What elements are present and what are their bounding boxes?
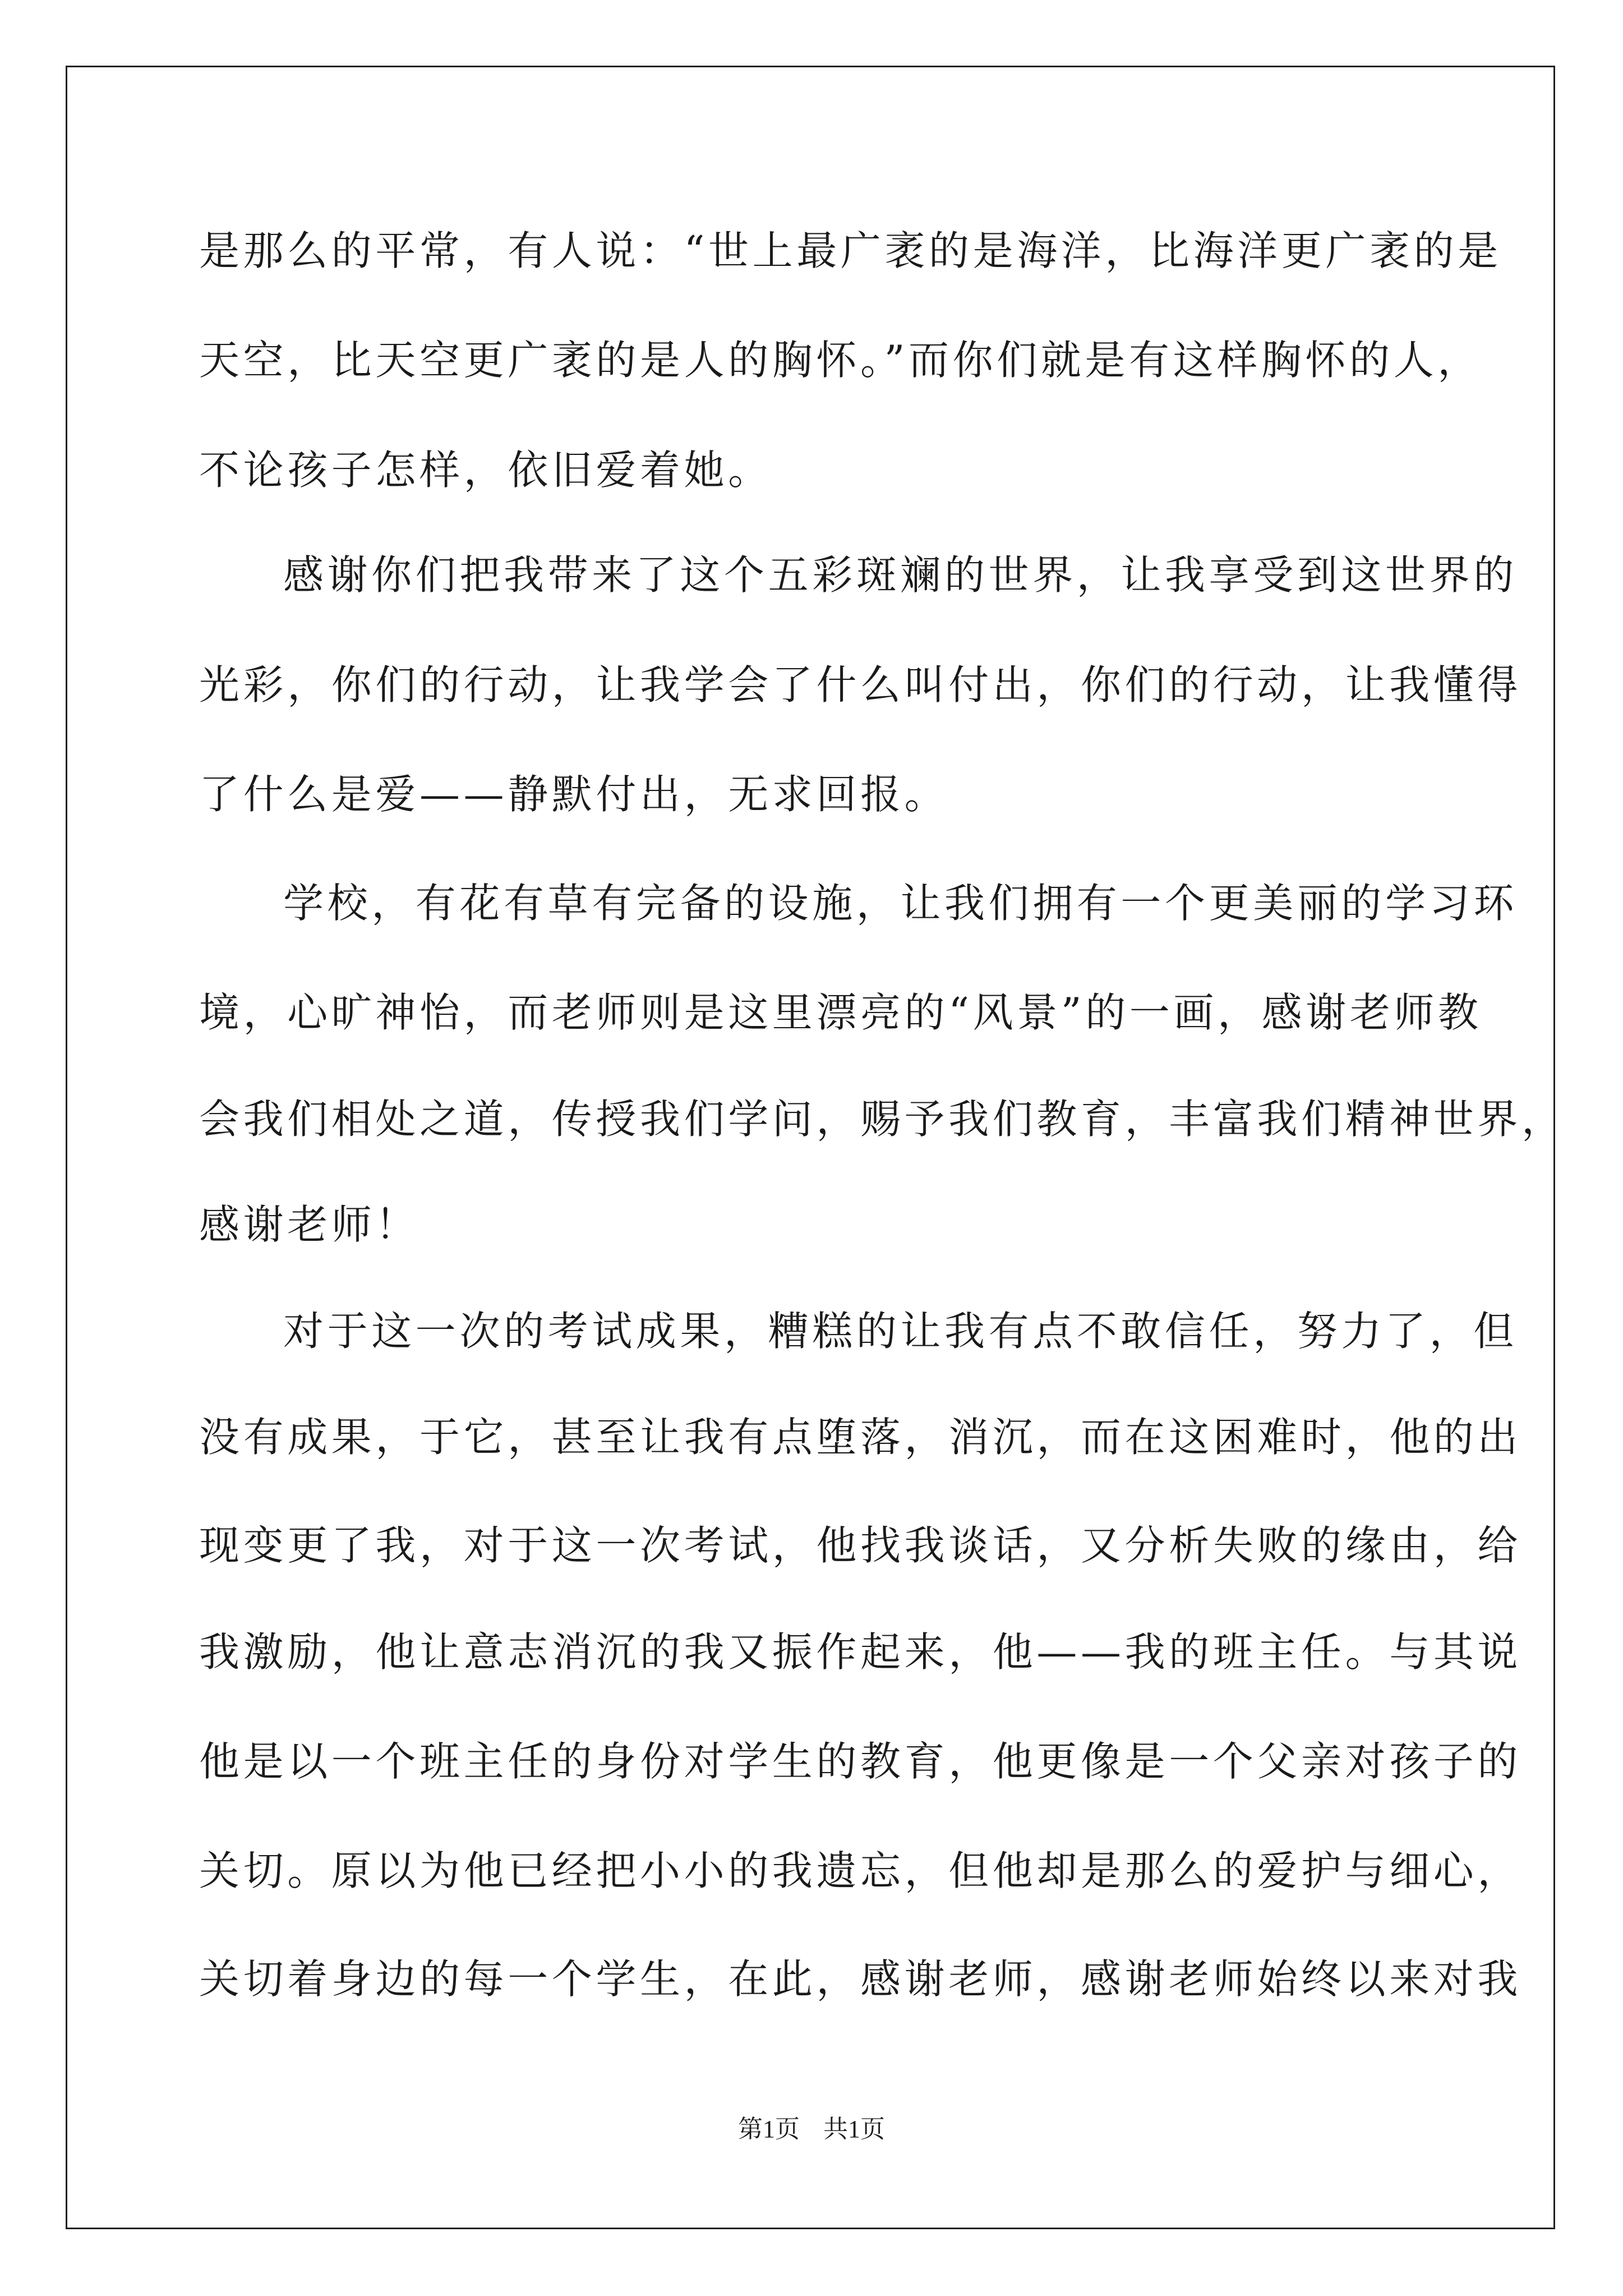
text-line: 不论孩子怎样，依旧爱着她。	[199, 447, 772, 494]
text-line: 关切。原以为他已经把小小的我遗忘，但他却是那么的爱护与细心，	[199, 1847, 1522, 1894]
text-line: 我激励，他让意志消沉的我又振作起来，他——我的班主任。与其说	[199, 1628, 1522, 1676]
page-total: 共1页	[823, 2115, 885, 2143]
text-line: 会我们相处之道，传授我们学问，赐予我们教育，丰富我们精神世界，	[199, 1096, 1566, 1143]
text-line: 他是以一个班主任的身份对学生的教育，他更像是一个父亲对孩子的	[199, 1738, 1522, 1785]
text-line: 是那么的平常，有人说：“世上最广袤的是海洋，比海洋更广袤的是	[199, 227, 1502, 274]
text-line: 感谢你们把我带来了这个五彩斑斓的世界，让我享受到这世界的	[283, 551, 1518, 599]
text-line: 没有成果，于它，甚至让我有点堕落，消沉，而在这困难时，他的出	[199, 1414, 1522, 1461]
text-line: 现变更了我，对于这一次考试，他找我谈话，又分析失败的缘由，给	[199, 1522, 1522, 1569]
page-number: 第1页	[738, 2115, 800, 2143]
text-line: 境，心旷神怡，而老师则是这里漂亮的“风景”的一画，感谢老师教	[199, 989, 1482, 1036]
text-line: 了什么是爱——静默付出，无求回报。	[199, 771, 949, 818]
text-line: 对于这一次的考试成果，糟糕的让我有点不敢信任，努力了，但	[283, 1308, 1518, 1355]
text-line: 光彩，你们的行动，让我学会了什么叫付出，你们的行动，让我懂得	[199, 661, 1522, 708]
text-line: 关切着身边的每一个学生，在此，感谢老师，感谢老师始终以来对我	[199, 1955, 1522, 2003]
text-line: 天空，比天空更广袤的是人的胸怀。”而你们就是有这样胸怀的人，	[199, 337, 1482, 384]
text-line: 学校，有花有草有完备的设施，让我们拥有一个更美丽的学习环	[283, 880, 1518, 927]
page-footer	[0, 2114, 1623, 2145]
text-line: 感谢老师！	[199, 1201, 420, 1248]
